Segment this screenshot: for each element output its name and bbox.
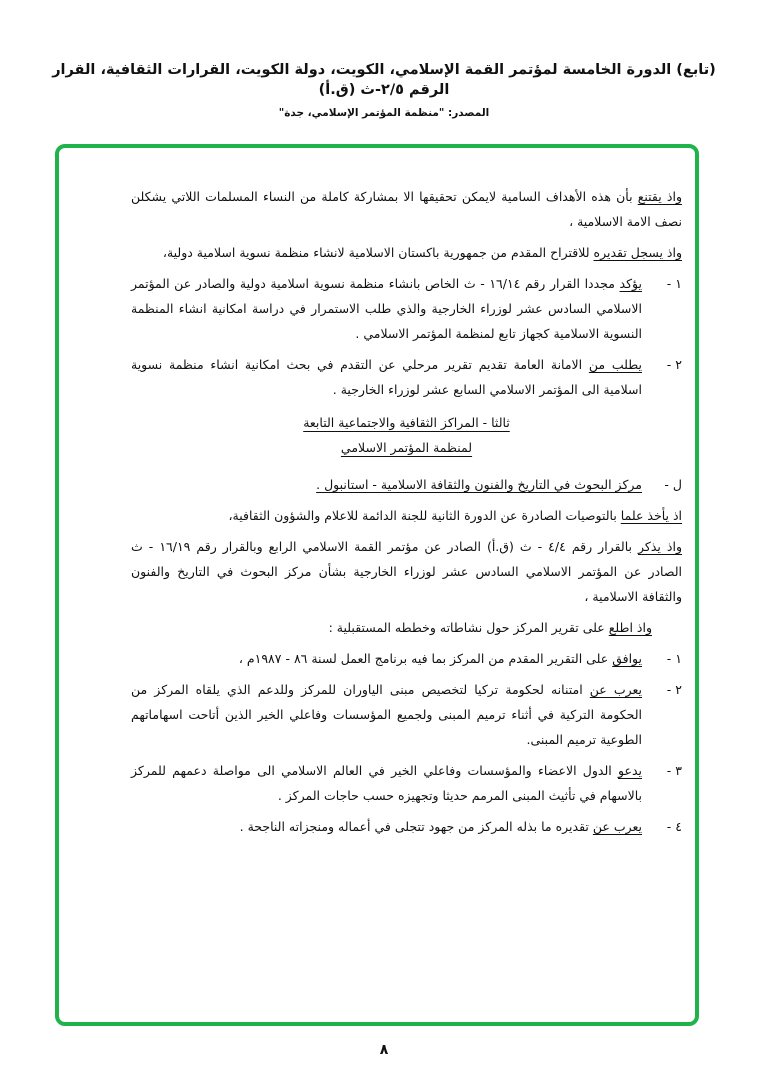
item-number: ١ - bbox=[666, 651, 682, 666]
paragraph-reviewed bbox=[131, 615, 682, 640]
item-number: ٢ - bbox=[666, 682, 682, 697]
item-text: مجددا القرار رقم ١٦/١٤ - ث الخاص بانشاء منظمة نسوية اسلامية دولية والصادر عن المؤتمر الاسلامي السادس عشر لوزراء الخارجية والذي طلب الاستمرار في دراسة امكانية انشاء المنظمة النسوية الاسلامية كجهاز تابع لمنظمة المؤتمر الاسلامي . bbox=[131, 276, 642, 341]
section-l bbox=[131, 472, 682, 497]
keyword: يوافق bbox=[612, 651, 642, 666]
paragraph-text: بالقرار رقم ٤/٤ - ث (ق.أ) الصادر عن مؤتمر القمة الاسلامي الرابع وبالقرار رقم ١٦/١٩ - ث الصادر عن المؤتمر الاسلامي السادس عشر لوزراء الخارجية بشأن مركز البحوث في التاريخ والفنون والثقافة الاسلامية ، bbox=[131, 539, 682, 604]
keyword: اذ يأخذ علما bbox=[620, 508, 682, 523]
heading-line: ثالثا - المراكز الثقافية والاجتماعية التابعة bbox=[303, 415, 510, 430]
document-source: المصدر: "منظمة المؤتمر الإسلامي، جدة" bbox=[278, 107, 490, 119]
paragraph-notes bbox=[131, 503, 682, 528]
paragraph-appreciation bbox=[131, 240, 682, 265]
item-number: ٢ - bbox=[666, 357, 682, 372]
keyword: واذ يذكر bbox=[638, 539, 682, 554]
item-number: ٣ - bbox=[666, 763, 682, 778]
item-text: تقديره ما بذله المركز من جهود تتجلى في أعماله ومنجزاته الناجحة . bbox=[239, 819, 593, 834]
content-frame bbox=[55, 144, 699, 1026]
paragraph-text: بأن هذه الأهداف السامية لايمكن تحقيقها الا بمشاركة كاملة من النساء المسلمات اللاتي يشكلن نصف الامة الاسلامية ، bbox=[131, 189, 682, 229]
keyword: يطلب من bbox=[588, 357, 642, 372]
heading-line: لمنظمة المؤتمر الاسلامي bbox=[340, 440, 473, 455]
keyword: يعرب عن bbox=[592, 819, 642, 834]
list-item bbox=[131, 646, 682, 671]
list-item bbox=[131, 814, 682, 839]
paragraph-convinced bbox=[131, 184, 682, 234]
keyword: واذ يقتنع bbox=[637, 189, 682, 204]
list-item bbox=[131, 271, 682, 346]
list-item bbox=[131, 758, 682, 808]
paragraph-text: بالتوصيات الصادرة عن الدورة الثانية للجنة الدائمة للاعلام والشؤون الثقافية، bbox=[228, 508, 621, 523]
keyword: يعرب عن bbox=[589, 682, 643, 697]
document-title: (تابع) الدورة الخامسة لمؤتمر القمة الإسلامي، الكويت، دولة الكويت، القرارات الثقافية، القرار الرقم ٢/٥-ث (ق.أ) bbox=[52, 62, 716, 98]
list-item bbox=[131, 352, 682, 402]
paragraph-recalls bbox=[131, 534, 682, 609]
item-number: ٤ - bbox=[666, 819, 682, 834]
list-item bbox=[131, 677, 682, 752]
keyword: واذ يسجل تقديره bbox=[593, 245, 682, 260]
paragraph-text: للاقتراح المقدم من جمهورية باكستان الاسلامية لانشاء منظمة نسوية اسلامية دولية، bbox=[162, 245, 594, 260]
item-text: على التقرير المقدم من المركز بما فيه برنامج العمل لسنة ٨٦ - ١٩٨٧م ، bbox=[238, 651, 613, 666]
item-text: الدول الاعضاء والمؤسسات وفاعلي الخير في العالم الاسلامي الى مواصلة دعمهم للمركز بالاسهام في تأثيث المبنى المرمم حديثا وتجهيزه حسب حاجات المركز . bbox=[131, 763, 642, 803]
item-text: امتنانه لحكومة تركيا لتخصيص مبنى الياوران للمركز وللدعم الذي يلقاه المركز من الحكومة التركية في أثناء ترميم المبنى ولجميع المؤسسات وفاعلي الخير الذين أتاحت اسهاماتهم الطوعية ترميم المبنى. bbox=[131, 682, 642, 747]
paragraph-text: على تقرير المركز حول نشاطاته وخططه المستقبلية : bbox=[328, 620, 609, 635]
section-title: مركز البحوث في التاريخ والفنون والثقافة الاسلامية - استانبول . bbox=[316, 477, 642, 492]
keyword: يؤكد bbox=[619, 276, 642, 291]
section-heading bbox=[237, 410, 577, 460]
section-letter: ل - bbox=[664, 477, 682, 492]
keyword: واذ اطلع bbox=[608, 620, 652, 635]
keyword: يدعو bbox=[618, 763, 642, 778]
item-number: ١ - bbox=[666, 276, 682, 291]
item-text: الامانة العامة تقديم تقرير مرحلي عن التقدم في بحث امكانية انشاء منظمة نسوية اسلامية الى المؤتمر الاسلامي السابع عشر لوزراء الخارجية . bbox=[131, 357, 642, 397]
page-number: ٨ bbox=[379, 1042, 389, 1058]
